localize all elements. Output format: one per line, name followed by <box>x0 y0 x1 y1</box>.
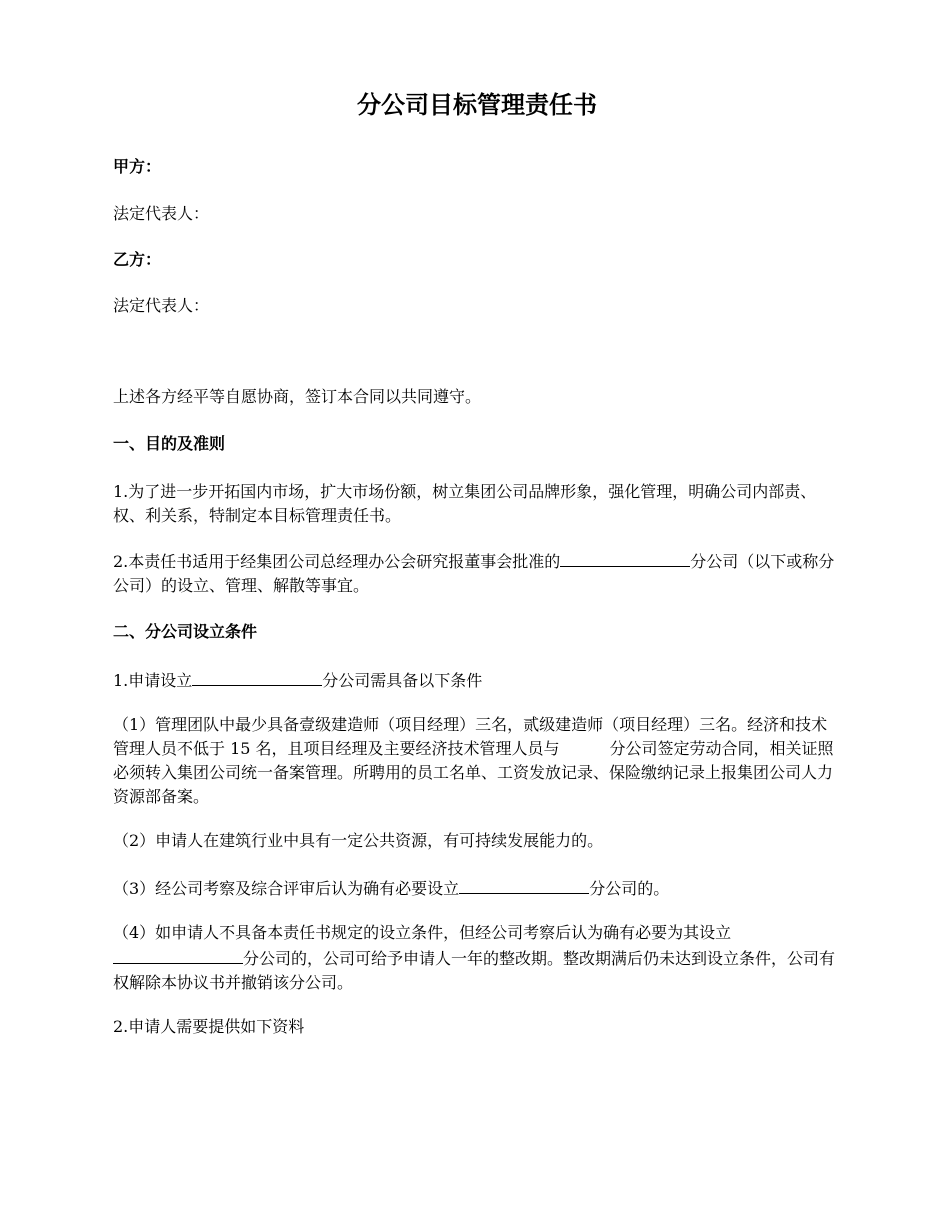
branch-name-blank <box>113 945 243 964</box>
paragraph-text: （3）经公司考察及综合评审后认为确有必要设立 <box>113 879 460 898</box>
paragraph-text: （1）管理团队中最少具备壹级建造师（项目经理）三名，贰级建造师（项目经理）三名。经济和技术管理人员不低于 15 名，且项目经理及主要经济技术管理人员与 <box>113 715 828 758</box>
section-2-heading: 二、分公司设立条件 <box>113 622 258 641</box>
branch-name-blank <box>192 667 322 686</box>
section-1-paragraph-2 <box>113 548 841 598</box>
paragraph-text: 分公司的。 <box>589 879 670 898</box>
section-1-heading: 一、目的及准则 <box>113 434 226 453</box>
paragraph-text: 分公司签定劳动合同，相关证照必须转入集团公司统一备案管理。所聘用的员工名单、工资发放记录、保险缴纳记录上报集团公司人力资源部备案。 <box>113 739 834 806</box>
section-2-paragraph-1 <box>113 667 841 693</box>
party-a-rep-label: 法定代表人： <box>113 204 210 223</box>
section-2-paragraph-2: 2.申请人需要提供如下资料 <box>113 1017 305 1036</box>
condition-1 <box>113 713 841 809</box>
section-1-paragraph-1: 1.为了进一步开拓国内市场，扩大市场份额，树立集团公司品牌形象，强化管理，明确公司内部责、权、利关系，特制定本目标管理责任书。 <box>113 482 817 525</box>
paragraph-text: 分公司需具备以下条件 <box>322 671 483 690</box>
paragraph-text: 2.本责任书适用于经集团公司总经理办公会研究报董事会批准的 <box>113 552 561 571</box>
document-title: 分公司目标管理责任书 <box>357 91 597 119</box>
condition-2: （2）申请人在建筑行业中具有一定公共资源，有可持续发展能力的。 <box>113 831 604 850</box>
party-a-label: 甲方： <box>113 157 162 176</box>
party-b-rep-label: 法定代表人： <box>113 296 210 315</box>
branch-name-blank <box>459 875 589 894</box>
condition-3 <box>113 875 841 901</box>
intro-paragraph: 上述各方经平等自愿协商，签订本合同以共同遵守。 <box>113 387 482 406</box>
paragraph-text: 1.申请设立 <box>113 671 193 690</box>
paragraph-text: 分公司（以下或称分公司）的设立、管理、解散等事宜。 <box>113 552 835 595</box>
paragraph-text: 分公司的，公司可给予申请人一年的整改期。整改期满后仍未达到设立条件，公司有权解除本协议书并撤销该分公司。 <box>113 949 836 992</box>
party-b-label: 乙方： <box>113 250 162 269</box>
branch-name-blank <box>560 548 690 567</box>
condition-4 <box>113 921 841 995</box>
paragraph-text: （4）如申请人不具备本责任书规定的设立条件，但经公司考察后认为确有必要为其设立 <box>113 923 732 942</box>
